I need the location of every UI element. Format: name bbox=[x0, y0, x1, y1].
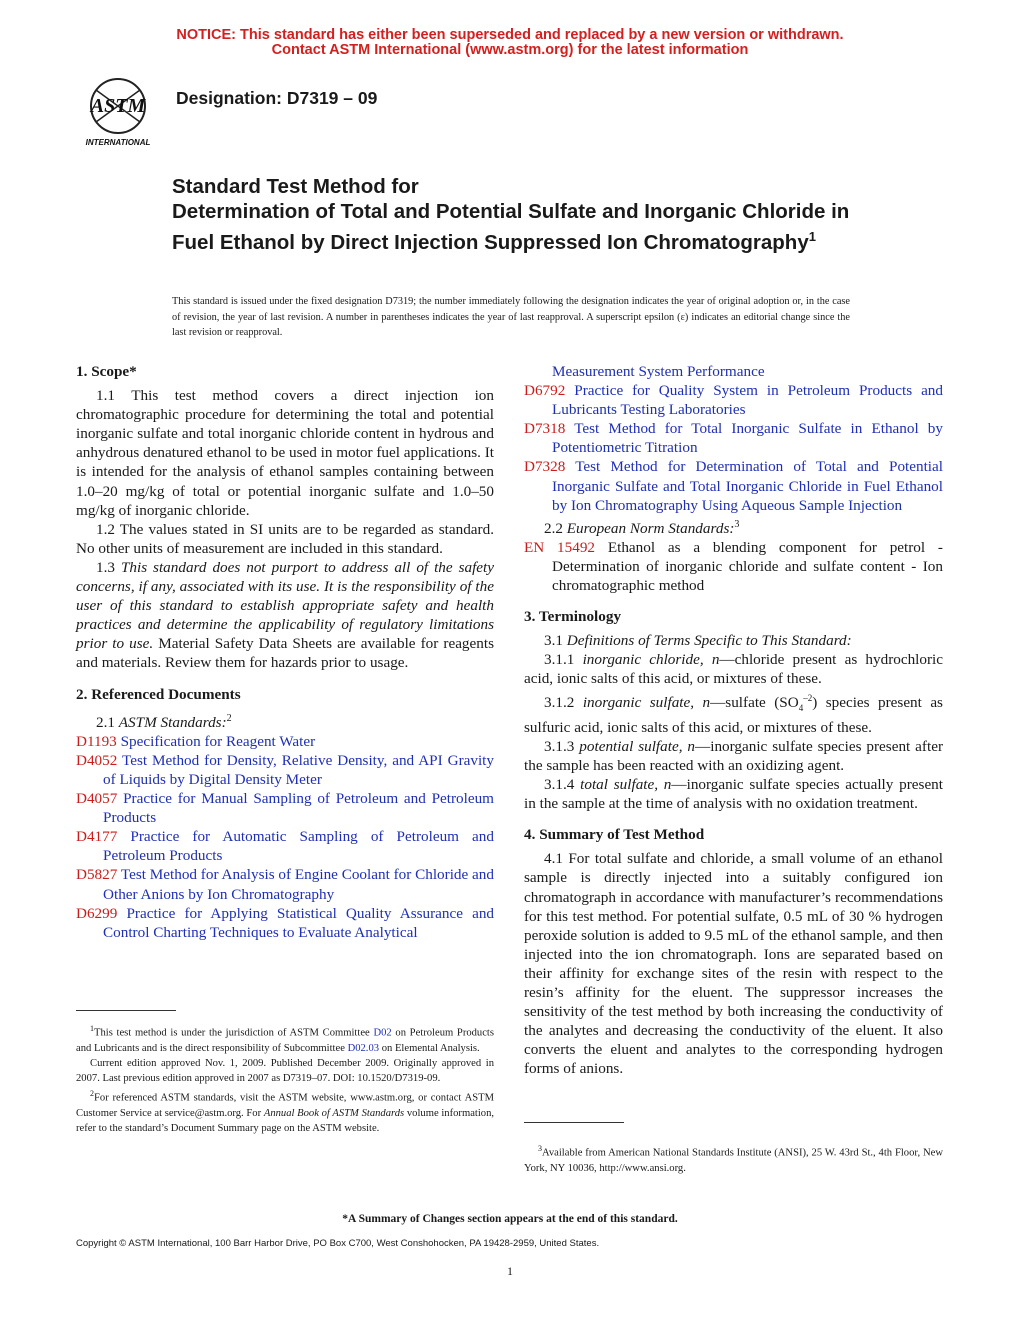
designation: Designation: D7319 – 09 bbox=[176, 88, 378, 108]
reference-code-link[interactable]: D7328 bbox=[524, 458, 566, 476]
footnote-2-text-a: For referenced ASTM standards, visit the ASTM website, www.astm.org, or contact ASTM Customer Service at service@astm.org. For bbox=[76, 1092, 494, 1120]
reference-continued bbox=[524, 362, 943, 381]
astm-logo bbox=[74, 72, 162, 150]
term-3-1-3-term: potential sulfate, n bbox=[579, 737, 696, 755]
summary-4-1: 4.1 For total sulfate and chloride, a small volume of an ethanol sample is directly injected into a suitably configured ion chromatograph in accordance with manufacturer’s recommendations for this test method. For potential sulfate, 0.5 mL of 30 % hydrogen peroxide solution is added to 9.5 mL of the ethanol sample, and then injected into the ion chromatograph. Ions are separated based on their affinity for exchange sites of the resin with respect to the resin’s affinity for the eluent. The suppressor increases the sensitivity of the test method by both increasing the conductivity of the analytes and decreasing the conductivity of the eluent. It also converts the eluent and analytes to the corresponding hydrogen forms of anions. bbox=[524, 850, 943, 1078]
footnote-2 bbox=[76, 1086, 494, 1136]
footnote-2-marker: 2 bbox=[226, 712, 232, 724]
reference-code-link[interactable]: D1193 bbox=[76, 732, 117, 750]
scope-1-3-italic: This standard does not purport to address all of the safety concerns, if any, associated with its use. It is the responsibility of the user of this standard to establish appropriate safety and health practices and determine the applicability of regulatory limitations prior to use. bbox=[76, 558, 495, 653]
reference-code-link[interactable]: D7318 bbox=[524, 420, 566, 438]
document-title bbox=[172, 174, 872, 255]
section-heading-referenced: 2. Referenced Documents bbox=[76, 685, 241, 703]
footnote-1-text-c: on Elemental Analysis. bbox=[381, 1042, 480, 1054]
reference-title-link[interactable]: Practice for Quality System in Petroleum Products and Lubricants Testing Laboratories bbox=[552, 382, 943, 419]
en-standards-text: European Norm Standards: bbox=[566, 519, 735, 537]
page-number: 1 bbox=[507, 1264, 513, 1278]
terminology-3-1-4 bbox=[524, 775, 943, 813]
reference-item-d4052 bbox=[76, 751, 494, 789]
title-main bbox=[172, 199, 872, 255]
withdrawal-notice-line1: NOTICE: This standard has either been superseded and replaced by a new version or withdrawn. bbox=[176, 27, 844, 43]
footnote-1-text-a: This test method is under the jurisdiction of ASTM Committee bbox=[94, 1027, 370, 1039]
reference-code-link[interactable]: D6792 bbox=[524, 382, 566, 400]
reference-continued-link[interactable]: Measurement System Performance bbox=[552, 363, 765, 380]
title-footnote-marker: 1 bbox=[808, 229, 816, 244]
reference-item-d5827 bbox=[76, 865, 494, 903]
reference-title-link[interactable]: Practice for Applying Statistical Quality Assurance and Control Charting Techniques to Evaluate Analytical bbox=[103, 904, 495, 941]
committee-d02-link[interactable]: D02 bbox=[373, 1027, 392, 1039]
scope-1-2: 1.2 The values stated in SI units are to be regarded as standard. No other units of measurement are included in this standard. bbox=[76, 520, 494, 557]
term-3-1-3-num: 3.1.3 bbox=[544, 737, 575, 755]
term-3-1-2-num: 3.1.2 bbox=[544, 693, 575, 711]
footnote-1-text-b: on Petroleum Products and Lubricants and is the direct responsibility of Subcommittee bbox=[76, 1027, 494, 1054]
footnote-1-edition: Current edition approved Nov. 1, 2009. Published December 2009. Originally approved in 2007. Last previous edition approved in 2007 as D7319–07. DOI: 10.1520/D7319-09. bbox=[76, 1057, 494, 1085]
withdrawal-notice-line2: Contact ASTM International (www.astm.org) for the latest information bbox=[271, 42, 749, 58]
reference-item-d7318 bbox=[524, 419, 943, 457]
reference-title-link[interactable]: Test Method for Determination of Total and Potential Inorganic Sulfate and Total Inorganic Chloride in Fuel Ethanol by Ion Chromatography Using Aqueous Sample Injection bbox=[552, 458, 943, 514]
reference-title-link[interactable]: Test Method for Density, Relative Density, and API Gravity of Liquids by Digital Density Meter bbox=[103, 751, 494, 788]
reference-code-link[interactable]: D5827 bbox=[76, 866, 118, 884]
reference-code-link[interactable]: D6299 bbox=[76, 904, 118, 922]
reference-item-d6792 bbox=[524, 381, 943, 419]
en-standards-num: 2.2 bbox=[544, 519, 563, 537]
term-3-1-4-def: —inorganic sulfate species actually present in the sample at the time of analysis with no oxidation treatment. bbox=[524, 776, 943, 813]
section-heading-scope: 1. Scope* bbox=[76, 363, 137, 380]
term-3-1-1-term: inorganic chloride, n bbox=[582, 651, 720, 669]
footnote-3-text: Available from American National Standards Institute (ANSI), 25 W. 43rd St., 4th Floor, New York, NY 10036, http://www.ansi.org. bbox=[524, 1147, 943, 1174]
reference-title-link[interactable]: Test Method for Total Inorganic Sulfate in Ethanol by Potentiometric Titration bbox=[552, 420, 943, 457]
terminology-3-1 bbox=[524, 631, 943, 650]
svg-text:INTERNATIONAL: INTERNATIONAL bbox=[85, 138, 151, 147]
term-3-1-label: Definitions of Terms Specific to This Standard: bbox=[566, 632, 852, 650]
right-column bbox=[524, 362, 943, 1078]
footnote-3 bbox=[524, 1141, 943, 1176]
reference-title-link[interactable]: Practice for Automatic Sampling of Petroleum and Petroleum Products bbox=[103, 828, 494, 865]
reference-item-d4057 bbox=[76, 789, 494, 827]
term-3-1-2-def-a: —sulfate (SO bbox=[710, 693, 799, 711]
terminology-3-1-2 bbox=[524, 689, 943, 737]
terminology-3-1-3 bbox=[524, 737, 943, 775]
reference-title-link[interactable]: Practice for Manual Sampling of Petroleum and Petroleum Products bbox=[103, 790, 494, 827]
term-3-1-2-def-b: ) species present as sulfuric acid, ionic salts of this acid, or mixtures of these. bbox=[524, 693, 943, 736]
reference-item-en15492 bbox=[524, 538, 943, 595]
title-line1: Standard Test Method for bbox=[172, 175, 419, 198]
term-3-1-1-num: 3.1.1 bbox=[544, 651, 575, 669]
footnote-1 bbox=[76, 1021, 494, 1056]
reference-list-right bbox=[524, 381, 943, 515]
astm-standards-label bbox=[76, 709, 494, 732]
term-3-1-2-term: inorganic sulfate, n bbox=[582, 693, 711, 711]
subcommittee-d02-03-link[interactable]: D02.03 bbox=[347, 1042, 380, 1054]
term-3-1-num: 3.1 bbox=[544, 632, 563, 650]
title-main-text: Determination of Total and Potential Sulfate and Inorganic Chloride in Fuel Ethanol by Direct Injection Suppressed Ion Chromatography bbox=[172, 200, 850, 254]
scope-1-1: 1.1 This test method covers a direct injection ion chromatographic procedure for determining the total and potential inorganic sulfate and total inorganic chloride content in hydrous and anhydrous denatured ethanol to be used in motor fuel applications. It is intended for the analysis of ethanol samples containing between 1.0–20 mg/kg of total or potential inorganic sulfate and 1.0–50 mg/kg of inorganic chloride. bbox=[76, 387, 494, 519]
svg-text:ASTM: ASTM bbox=[90, 95, 146, 117]
reference-title-link[interactable]: Specification for Reagent Water bbox=[120, 732, 316, 750]
section-heading-terminology: 3. Terminology bbox=[524, 608, 622, 626]
term-3-1-4-num: 3.1.4 bbox=[544, 776, 575, 794]
footnote-divider-left bbox=[76, 1010, 176, 1011]
section-heading-summary: 4. Summary of Test Method bbox=[524, 826, 705, 844]
summary-of-changes-note: *A Summary of Changes section appears at the end of this standard. bbox=[342, 1213, 678, 1225]
scope-1-3-rest: Material Safety Data Sheets are available for reagents and materials. Review them for hazards prior to usage. bbox=[76, 635, 494, 672]
footnote-2-text-b: volume information, refer to the standard’s Document Summary page on the ASTM website. bbox=[76, 1108, 495, 1135]
footnote-3-num: 3 bbox=[538, 1144, 542, 1153]
term-3-1-1-def: —chloride present as hydrochloric acid, ionic salts of this acid, or mixtures of these. bbox=[524, 651, 944, 688]
footnotes-left bbox=[76, 1021, 494, 1136]
scope-1-3-num: 1.3 bbox=[96, 558, 115, 576]
reference-code-link[interactable]: D4057 bbox=[76, 790, 118, 808]
issuance-note: This standard is issued under the fixed designation D7319; the number immediately following the designation indicates the year of original adoption or, in the case of revision, the year of last revision. A number in parentheses indicates the year of last reapproval. A superscript epsilon (ε) indicates an editorial change since the last revision or reapproval. bbox=[172, 296, 850, 338]
copyright-line: Copyright © ASTM International, 100 Barr Harbor Drive, PO Box C700, West Conshohocken, PA 19428-2959, United States. bbox=[76, 1238, 600, 1249]
reference-item-d6299 bbox=[76, 904, 494, 942]
footnote-divider-right bbox=[524, 1122, 624, 1123]
term-3-1-4-term: total sulfate, n bbox=[580, 776, 672, 794]
terminology-3-1-1 bbox=[524, 650, 943, 688]
term-3-1-3-def: —inorganic sulfate species present after the sample has been reacted with an oxidizing agent. bbox=[524, 737, 943, 774]
reference-code-link[interactable]: D4177 bbox=[76, 828, 118, 846]
astm-standards-text: ASTM Standards: bbox=[118, 713, 227, 731]
reference-title-link[interactable]: Test Method for Analysis of Engine Coolant for Chloride and Other Anions by Ion Chromatography bbox=[103, 866, 494, 903]
footnote-2-num: 2 bbox=[90, 1089, 94, 1099]
footnotes-right bbox=[524, 1141, 943, 1176]
reference-item-d1193 bbox=[76, 732, 494, 751]
reference-title-en15492: Ethanol as a blending component for petrol - Determination of inorganic chloride and sulfate content - Ion chromatographic method bbox=[552, 538, 943, 595]
footnote-1-num: 1 bbox=[90, 1024, 94, 1033]
footnote-2-italic: Annual Book of ASTM Standards bbox=[263, 1108, 405, 1120]
reference-code-en15492[interactable]: EN 15492 bbox=[524, 538, 596, 556]
sulfate-subscript: 4 bbox=[798, 702, 804, 713]
reference-item-d4177 bbox=[76, 827, 494, 865]
left-column bbox=[76, 362, 494, 942]
reference-item-d7328 bbox=[524, 457, 943, 514]
scope-1-3 bbox=[76, 558, 494, 673]
reference-list-left bbox=[76, 732, 494, 942]
reference-code-link[interactable]: D4052 bbox=[76, 751, 118, 769]
footnote-3-marker: 3 bbox=[734, 518, 740, 530]
en-standards-label bbox=[524, 515, 943, 538]
astm-standards-num: 2.1 bbox=[96, 713, 115, 731]
sulfate-charge: –2 bbox=[803, 692, 813, 703]
